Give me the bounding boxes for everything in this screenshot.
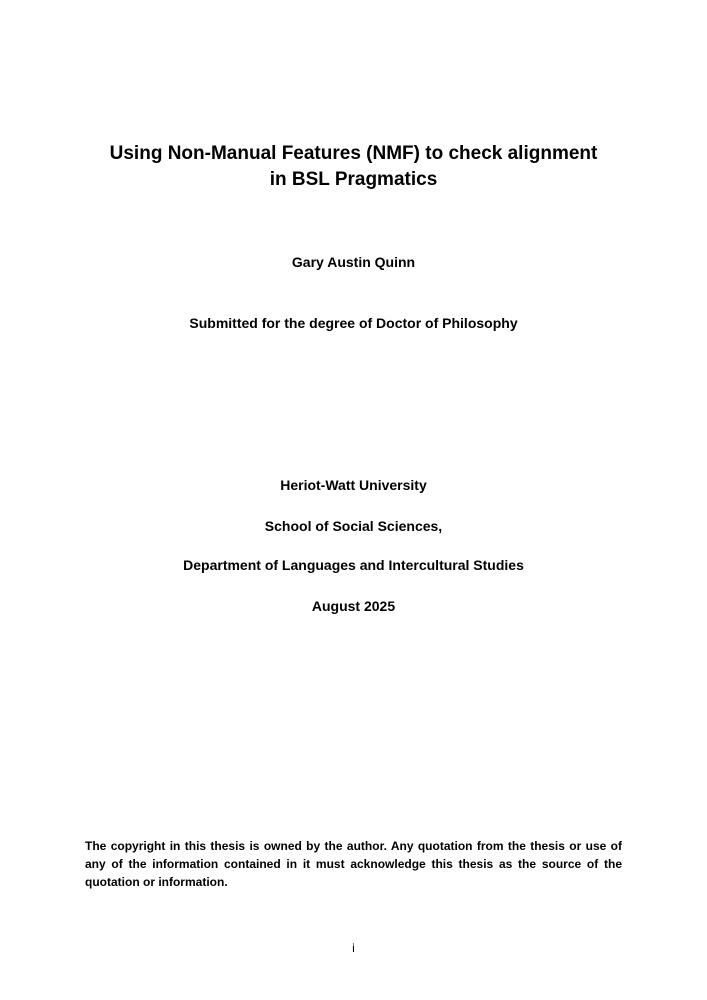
thesis-title-line-2: in BSL Pragmatics	[269, 169, 438, 190]
author-name: Gary Austin Quinn	[291, 254, 416, 270]
department-name: Department of Languages and Intercultural Studies	[183, 557, 524, 573]
thesis-title	[0, 141, 707, 193]
copyright-notice: The copyright in this thesis is owned by the author. Any quotation from the thesis or use of any of the information contained in it must acknowledge this thesis as the source of the quotation or information.	[85, 839, 622, 889]
university-name: Heriot-Watt University	[280, 477, 427, 493]
thesis-title-line-1: Using Non-Manual Features (NMF) to check alignment	[109, 143, 598, 164]
page-number: i	[352, 941, 355, 955]
degree-statement: Submitted for the degree of Doctor of Philosophy	[189, 315, 518, 331]
school-name: School of Social Sciences,	[264, 518, 443, 534]
submission-date: August 2025	[311, 598, 396, 614]
